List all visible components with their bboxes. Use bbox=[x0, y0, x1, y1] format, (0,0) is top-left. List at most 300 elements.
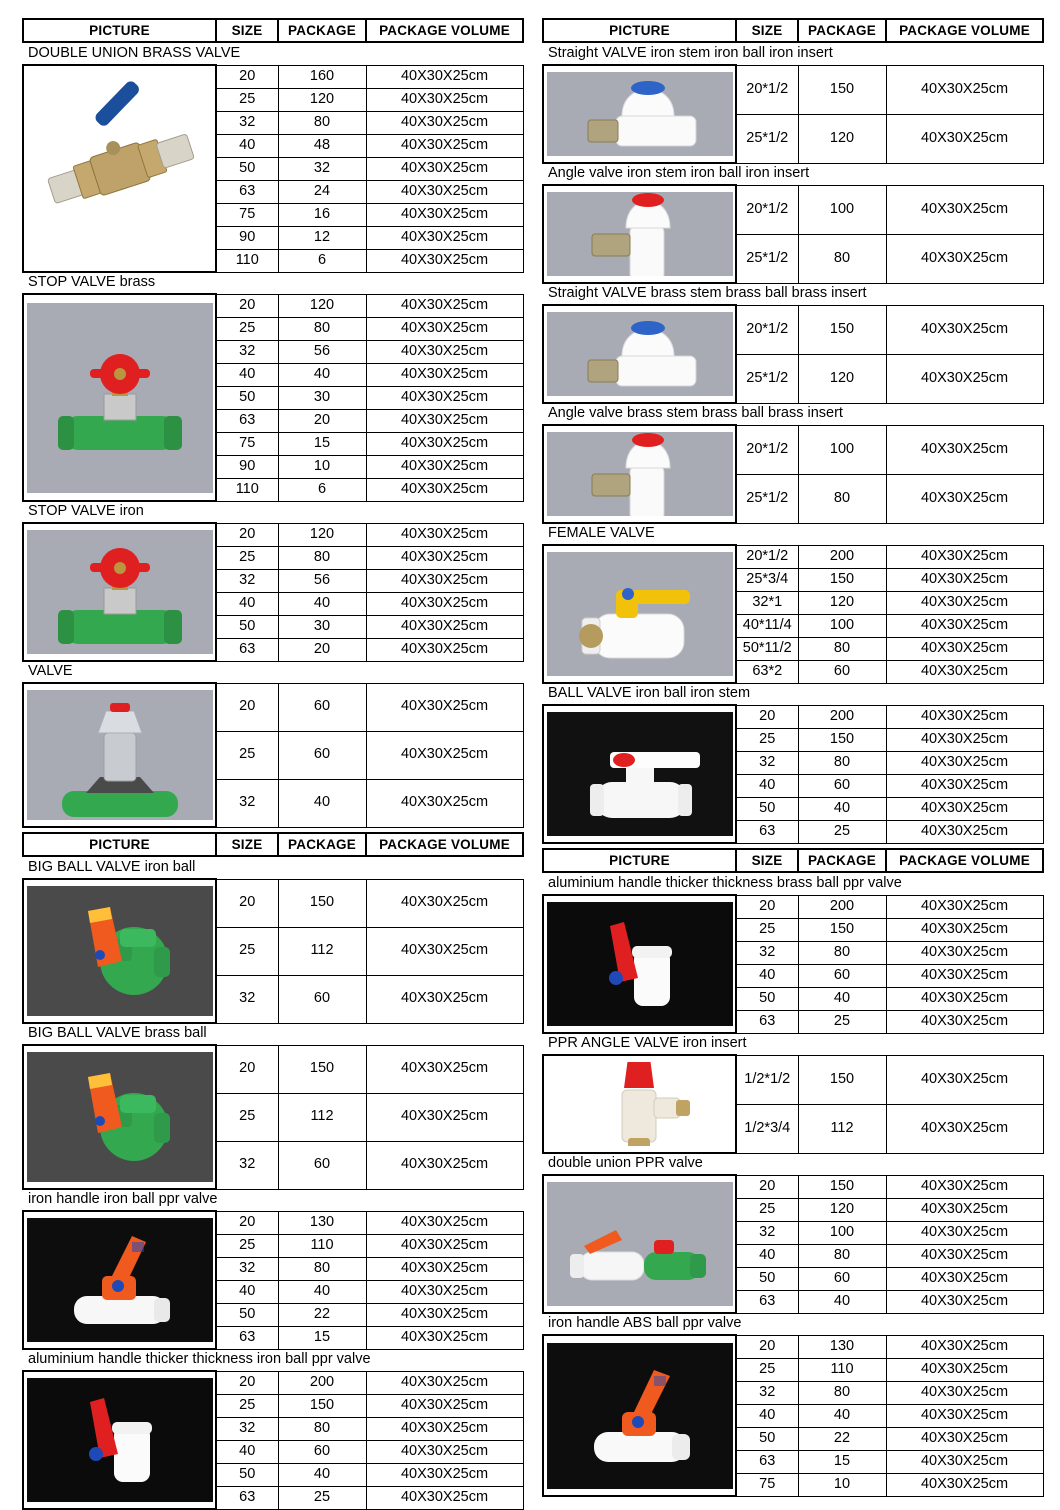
product-table bbox=[542, 64, 1044, 164]
product-section bbox=[542, 284, 1042, 404]
cell-package-volume: 40X30X25cm bbox=[366, 1371, 523, 1394]
product-table bbox=[542, 894, 1044, 1034]
cell-package-volume: 40X30X25cm bbox=[886, 1244, 1043, 1267]
cell-size: 25 bbox=[216, 1234, 278, 1257]
cell-package: 25 bbox=[798, 1010, 886, 1033]
cell-package: 120 bbox=[278, 523, 366, 546]
product-table bbox=[22, 682, 524, 828]
cell-size: 25 bbox=[736, 1198, 798, 1221]
cell-size: 90 bbox=[216, 226, 278, 249]
iron-handle-abs-ball-ppr-valve-photo bbox=[546, 1338, 733, 1493]
cell-size: 32 bbox=[736, 941, 798, 964]
cell-package: 80 bbox=[278, 546, 366, 569]
cell-package: 120 bbox=[278, 88, 366, 111]
cell-size: 32 bbox=[216, 975, 278, 1023]
section-caption: iron handle iron ball ppr valve bbox=[28, 1191, 218, 1207]
table-row bbox=[543, 185, 1043, 234]
cell-package: 80 bbox=[798, 751, 886, 774]
cell-package-volume: 40X30X25cm bbox=[366, 203, 523, 226]
cell-size: 25*3/4 bbox=[736, 568, 798, 591]
cell-package: 200 bbox=[798, 545, 886, 568]
header-picture: PICTURE bbox=[543, 849, 736, 872]
cell-size: 40 bbox=[736, 1404, 798, 1427]
cell-package: 120 bbox=[798, 591, 886, 614]
cell-package-volume: 40X30X25cm bbox=[886, 1473, 1043, 1496]
cell-size: 63 bbox=[736, 1010, 798, 1033]
cell-package-volume: 40X30X25cm bbox=[366, 1257, 523, 1280]
section-caption: double union PPR valve bbox=[548, 1155, 703, 1171]
product-table bbox=[22, 293, 524, 502]
cell-size: 20 bbox=[216, 683, 278, 731]
cell-package-volume: 40X30X25cm bbox=[366, 340, 523, 363]
cell-package: 80 bbox=[278, 111, 366, 134]
header-package-volume: PACKAGE VOLUME bbox=[886, 19, 1043, 42]
cell-size: 20 bbox=[216, 1045, 278, 1093]
cell-package-volume: 40X30X25cm bbox=[886, 591, 1043, 614]
cell-package-volume: 40X30X25cm bbox=[886, 1198, 1043, 1221]
cell-size: 50 bbox=[736, 1427, 798, 1450]
cell-package-volume: 40X30X25cm bbox=[886, 425, 1043, 474]
cell-size: 40 bbox=[216, 134, 278, 157]
table-row bbox=[543, 895, 1043, 918]
cell-package-volume: 40X30X25cm bbox=[886, 614, 1043, 637]
cell-package-volume: 40X30X25cm bbox=[366, 879, 523, 927]
cell-package: 60 bbox=[278, 975, 366, 1023]
cell-package: 200 bbox=[278, 1371, 366, 1394]
cell-size: 25*1/2 bbox=[736, 114, 798, 163]
header-size: SIZE bbox=[216, 19, 278, 42]
cell-package-volume: 40X30X25cm bbox=[886, 234, 1043, 283]
cell-package-volume: 40X30X25cm bbox=[366, 1280, 523, 1303]
cell-package-volume: 40X30X25cm bbox=[366, 363, 523, 386]
cell-package: 120 bbox=[798, 1198, 886, 1221]
cell-package-volume: 40X30X25cm bbox=[366, 927, 523, 975]
cell-package: 56 bbox=[278, 569, 366, 592]
header-size: SIZE bbox=[736, 849, 798, 872]
cell-size: 32 bbox=[216, 569, 278, 592]
angle-valve-brass-photo bbox=[546, 428, 733, 520]
product-table bbox=[542, 304, 1044, 404]
section-caption: DOUBLE UNION BRASS VALVE bbox=[28, 45, 241, 61]
cell-size: 63 bbox=[216, 1486, 278, 1509]
cell-package: 12 bbox=[278, 226, 366, 249]
cell-package-volume: 40X30X25cm bbox=[366, 638, 523, 661]
product-table bbox=[22, 1370, 524, 1510]
cell-package-volume: 40X30X25cm bbox=[366, 1440, 523, 1463]
product-image-cell bbox=[23, 879, 216, 1023]
cell-package: 60 bbox=[278, 683, 366, 731]
cell-package: 40 bbox=[278, 363, 366, 386]
table-header-row bbox=[542, 18, 1044, 43]
cell-size: 20 bbox=[736, 1335, 798, 1358]
cell-package-volume: 40X30X25cm bbox=[886, 114, 1043, 163]
cell-size: 25*1/2 bbox=[736, 474, 798, 523]
product-image-cell bbox=[543, 425, 736, 523]
cell-package-volume: 40X30X25cm bbox=[886, 1104, 1043, 1153]
cell-package: 30 bbox=[278, 386, 366, 409]
cell-package: 22 bbox=[798, 1427, 886, 1450]
product-image-cell bbox=[543, 705, 736, 843]
cell-size: 63 bbox=[216, 638, 278, 661]
section-caption: aluminium handle thicker thickness iron ball ppr valve bbox=[28, 1351, 371, 1367]
cell-size: 25 bbox=[216, 731, 278, 779]
cell-size: 25 bbox=[736, 918, 798, 941]
product-section bbox=[542, 684, 1042, 844]
aluminium-handle-iron-ball-ppr-valve-photo bbox=[26, 1374, 213, 1506]
cell-package-volume: 40X30X25cm bbox=[366, 294, 523, 317]
cell-package: 160 bbox=[278, 65, 366, 88]
cell-package-volume: 40X30X25cm bbox=[366, 975, 523, 1023]
cell-package-volume: 40X30X25cm bbox=[366, 226, 523, 249]
table-row bbox=[543, 545, 1043, 568]
cell-size: 110 bbox=[216, 478, 278, 501]
table-header-row bbox=[22, 832, 524, 857]
cell-package-volume: 40X30X25cm bbox=[886, 705, 1043, 728]
cell-package: 200 bbox=[798, 705, 886, 728]
cell-package: 40 bbox=[798, 797, 886, 820]
cell-size: 20*1/2 bbox=[736, 305, 798, 354]
product-image-cell bbox=[23, 1045, 216, 1189]
header-package-volume: PACKAGE VOLUME bbox=[366, 19, 523, 42]
stop-valve-iron-photo bbox=[26, 526, 213, 658]
cell-package: 150 bbox=[798, 305, 886, 354]
product-table bbox=[542, 184, 1044, 284]
cell-package-volume: 40X30X25cm bbox=[366, 409, 523, 432]
product-image-cell bbox=[543, 895, 736, 1033]
cell-size: 50 bbox=[736, 1267, 798, 1290]
cell-package-volume: 40X30X25cm bbox=[366, 1394, 523, 1417]
product-section bbox=[542, 164, 1042, 284]
cell-size: 20 bbox=[736, 705, 798, 728]
cell-package: 25 bbox=[278, 1486, 366, 1509]
cell-package-volume: 40X30X25cm bbox=[366, 432, 523, 455]
cell-package-volume: 40X30X25cm bbox=[366, 157, 523, 180]
cell-package-volume: 40X30X25cm bbox=[886, 1358, 1043, 1381]
header-package: PACKAGE bbox=[798, 19, 886, 42]
cell-package: 80 bbox=[798, 637, 886, 660]
cell-package: 110 bbox=[278, 1234, 366, 1257]
cell-size: 25*1/2 bbox=[736, 354, 798, 403]
cell-package: 20 bbox=[278, 409, 366, 432]
cell-size: 25 bbox=[736, 1358, 798, 1381]
product-section bbox=[542, 404, 1042, 524]
cell-package: 40 bbox=[278, 592, 366, 615]
cell-package: 80 bbox=[798, 941, 886, 964]
product-table bbox=[22, 878, 524, 1024]
cell-package-volume: 40X30X25cm bbox=[886, 545, 1043, 568]
cell-package: 80 bbox=[798, 1381, 886, 1404]
cell-package-volume: 40X30X25cm bbox=[886, 751, 1043, 774]
cell-size: 63 bbox=[736, 820, 798, 843]
cell-package: 120 bbox=[798, 354, 886, 403]
section-caption: VALVE bbox=[28, 663, 73, 679]
cell-package: 100 bbox=[798, 614, 886, 637]
cell-size: 32 bbox=[736, 1381, 798, 1404]
cell-package: 10 bbox=[278, 455, 366, 478]
cell-package-volume: 40X30X25cm bbox=[366, 455, 523, 478]
cell-package-volume: 40X30X25cm bbox=[886, 987, 1043, 1010]
cell-package-volume: 40X30X25cm bbox=[886, 1267, 1043, 1290]
product-image-cell bbox=[23, 65, 216, 272]
cell-package-volume: 40X30X25cm bbox=[366, 592, 523, 615]
cell-size: 32 bbox=[216, 1257, 278, 1280]
cell-package: 40 bbox=[798, 1290, 886, 1313]
cell-package-volume: 40X30X25cm bbox=[366, 1045, 523, 1093]
product-table bbox=[22, 522, 524, 662]
cell-package-volume: 40X30X25cm bbox=[886, 797, 1043, 820]
product-section bbox=[22, 273, 522, 502]
cell-size: 75 bbox=[216, 203, 278, 226]
cell-package: 15 bbox=[798, 1450, 886, 1473]
cell-package: 80 bbox=[278, 1417, 366, 1440]
cell-package: 16 bbox=[278, 203, 366, 226]
cell-package-volume: 40X30X25cm bbox=[366, 1463, 523, 1486]
table-row bbox=[23, 1045, 523, 1093]
product-image-cell bbox=[543, 545, 736, 683]
cell-size: 20*1/2 bbox=[736, 185, 798, 234]
cell-package-volume: 40X30X25cm bbox=[886, 941, 1043, 964]
cell-package-volume: 40X30X25cm bbox=[366, 569, 523, 592]
section-caption: Straight VALVE brass stem brass ball brass insert bbox=[548, 285, 867, 301]
cell-size: 1/2*1/2 bbox=[736, 1055, 798, 1104]
cell-size: 25 bbox=[216, 546, 278, 569]
cell-package-volume: 40X30X25cm bbox=[366, 317, 523, 340]
product-section bbox=[542, 524, 1042, 684]
cell-size: 32 bbox=[216, 1141, 278, 1189]
cell-size: 50 bbox=[216, 615, 278, 638]
cell-package-volume: 40X30X25cm bbox=[366, 615, 523, 638]
product-section bbox=[542, 1154, 1042, 1314]
product-image-cell bbox=[543, 185, 736, 283]
cell-package-volume: 40X30X25cm bbox=[366, 134, 523, 157]
cell-package: 150 bbox=[798, 568, 886, 591]
header-package: PACKAGE bbox=[278, 833, 366, 856]
cell-package: 130 bbox=[278, 1211, 366, 1234]
section-caption: Angle valve brass stem brass ball brass insert bbox=[548, 405, 843, 421]
cell-package-volume: 40X30X25cm bbox=[886, 774, 1043, 797]
cell-package: 60 bbox=[278, 1141, 366, 1189]
product-section bbox=[22, 44, 522, 273]
section-caption: Straight VALVE iron stem iron ball iron insert bbox=[548, 45, 833, 61]
cell-package-volume: 40X30X25cm bbox=[366, 1326, 523, 1349]
cell-size: 63 bbox=[736, 1290, 798, 1313]
cell-size: 32 bbox=[216, 1417, 278, 1440]
cell-package: 48 bbox=[278, 134, 366, 157]
cell-size: 50 bbox=[216, 386, 278, 409]
product-section bbox=[22, 1190, 522, 1350]
cell-package: 150 bbox=[798, 65, 886, 114]
cell-package: 150 bbox=[798, 1175, 886, 1198]
cell-size: 32*1 bbox=[736, 591, 798, 614]
cell-package: 150 bbox=[798, 728, 886, 751]
cell-size: 50 bbox=[216, 157, 278, 180]
product-table bbox=[542, 1334, 1044, 1497]
left-column bbox=[22, 18, 522, 1510]
cell-size: 50 bbox=[736, 797, 798, 820]
cell-package-volume: 40X30X25cm bbox=[886, 964, 1043, 987]
cell-package: 112 bbox=[278, 1093, 366, 1141]
cell-package-volume: 40X30X25cm bbox=[886, 637, 1043, 660]
cell-package-volume: 40X30X25cm bbox=[366, 386, 523, 409]
cell-size: 63*2 bbox=[736, 660, 798, 683]
cell-package-volume: 40X30X25cm bbox=[886, 1290, 1043, 1313]
straight-valve-iron-photo bbox=[546, 68, 733, 160]
big-ball-valve-brass-ball-photo bbox=[26, 1048, 213, 1186]
product-table bbox=[542, 544, 1044, 684]
header-package: PACKAGE bbox=[278, 19, 366, 42]
cell-package: 30 bbox=[278, 615, 366, 638]
cell-size: 25 bbox=[216, 927, 278, 975]
product-table bbox=[542, 1054, 1044, 1154]
product-section bbox=[22, 1350, 522, 1510]
product-section bbox=[22, 1024, 522, 1190]
table-row bbox=[543, 1175, 1043, 1198]
cell-package: 80 bbox=[278, 1257, 366, 1280]
cell-package: 60 bbox=[798, 774, 886, 797]
cell-package: 15 bbox=[278, 1326, 366, 1349]
table-row bbox=[543, 1055, 1043, 1104]
cell-size: 32 bbox=[736, 751, 798, 774]
cell-package: 120 bbox=[798, 114, 886, 163]
table-row bbox=[543, 65, 1043, 114]
cell-package: 80 bbox=[798, 1244, 886, 1267]
table-header-row bbox=[22, 18, 524, 43]
product-table bbox=[542, 424, 1044, 524]
cell-package-volume: 40X30X25cm bbox=[366, 1234, 523, 1257]
cell-size: 40 bbox=[736, 774, 798, 797]
cell-size: 40 bbox=[216, 1280, 278, 1303]
right-column bbox=[542, 18, 1042, 1510]
cell-package: 100 bbox=[798, 1221, 886, 1244]
table-row bbox=[543, 1335, 1043, 1358]
table-row bbox=[23, 879, 523, 927]
cell-package: 100 bbox=[798, 425, 886, 474]
cell-package: 24 bbox=[278, 180, 366, 203]
table-row bbox=[23, 294, 523, 317]
cell-size: 32 bbox=[216, 111, 278, 134]
header-package-volume: PACKAGE VOLUME bbox=[366, 833, 523, 856]
cell-size: 40*11/4 bbox=[736, 614, 798, 637]
section-caption: FEMALE VALVE bbox=[548, 525, 655, 541]
header-package-volume: PACKAGE VOLUME bbox=[886, 849, 1043, 872]
cell-size: 25 bbox=[216, 1394, 278, 1417]
table-row bbox=[23, 523, 523, 546]
cell-size: 1/2*3/4 bbox=[736, 1104, 798, 1153]
product-section bbox=[542, 44, 1042, 164]
double-union-ppr-valve-photo bbox=[546, 1178, 733, 1310]
cell-package: 60 bbox=[798, 660, 886, 683]
table-row bbox=[543, 425, 1043, 474]
cell-package: 40 bbox=[798, 1404, 886, 1427]
product-image-cell bbox=[23, 1211, 216, 1349]
cell-package: 80 bbox=[798, 234, 886, 283]
cell-package-volume: 40X30X25cm bbox=[886, 474, 1043, 523]
cell-package-volume: 40X30X25cm bbox=[886, 728, 1043, 751]
stop-valve-brass-photo bbox=[26, 297, 213, 498]
cell-size: 50 bbox=[736, 987, 798, 1010]
cell-package-volume: 40X30X25cm bbox=[366, 683, 523, 731]
cell-size: 25 bbox=[216, 317, 278, 340]
section-caption: STOP VALVE iron bbox=[28, 503, 144, 519]
product-table bbox=[22, 64, 524, 273]
cell-package: 40 bbox=[278, 1280, 366, 1303]
cell-package-volume: 40X30X25cm bbox=[366, 1417, 523, 1440]
header-size: SIZE bbox=[216, 833, 278, 856]
cell-size: 75 bbox=[736, 1473, 798, 1496]
product-table bbox=[22, 1210, 524, 1350]
header-picture: PICTURE bbox=[543, 19, 736, 42]
cell-package-volume: 40X30X25cm bbox=[886, 185, 1043, 234]
table-header-row bbox=[542, 848, 1044, 873]
product-section bbox=[22, 858, 522, 1024]
cell-package-volume: 40X30X25cm bbox=[366, 546, 523, 569]
header-picture: PICTURE bbox=[23, 19, 216, 42]
cell-package-volume: 40X30X25cm bbox=[886, 1221, 1043, 1244]
cell-package: 32 bbox=[278, 157, 366, 180]
cell-package-volume: 40X30X25cm bbox=[886, 65, 1043, 114]
section-caption: Angle valve iron stem iron ball iron insert bbox=[548, 165, 810, 181]
product-image-cell bbox=[23, 1371, 216, 1509]
product-image-cell bbox=[543, 1175, 736, 1313]
cell-package: 150 bbox=[278, 1394, 366, 1417]
product-image-cell bbox=[23, 294, 216, 501]
cell-package-volume: 40X30X25cm bbox=[366, 779, 523, 827]
cell-size: 25 bbox=[216, 1093, 278, 1141]
cell-package: 100 bbox=[798, 185, 886, 234]
cell-size: 32 bbox=[736, 1221, 798, 1244]
cell-size: 20 bbox=[216, 1371, 278, 1394]
cell-package: 130 bbox=[798, 1335, 886, 1358]
cell-size: 32 bbox=[216, 340, 278, 363]
cell-package-volume: 40X30X25cm bbox=[886, 1055, 1043, 1104]
product-image-cell bbox=[543, 1055, 736, 1153]
header-size: SIZE bbox=[736, 19, 798, 42]
header-picture: PICTURE bbox=[23, 833, 216, 856]
cell-package-volume: 40X30X25cm bbox=[886, 1450, 1043, 1473]
cell-size: 63 bbox=[216, 1326, 278, 1349]
cell-size: 32 bbox=[216, 779, 278, 827]
cell-size: 20 bbox=[736, 895, 798, 918]
cell-package: 15 bbox=[278, 432, 366, 455]
cell-package-volume: 40X30X25cm bbox=[366, 1211, 523, 1234]
section-caption: iron handle ABS ball ppr valve bbox=[548, 1315, 742, 1331]
cell-size: 75 bbox=[216, 432, 278, 455]
cell-package: 40 bbox=[278, 1463, 366, 1486]
section-caption: PPR ANGLE VALVE iron insert bbox=[548, 1035, 747, 1051]
product-table bbox=[22, 1044, 524, 1190]
cell-size: 40 bbox=[216, 592, 278, 615]
straight-valve-brass-photo bbox=[546, 308, 733, 400]
cell-package: 200 bbox=[798, 895, 886, 918]
cell-size: 20 bbox=[216, 65, 278, 88]
cell-package-volume: 40X30X25cm bbox=[886, 1381, 1043, 1404]
table-row bbox=[543, 305, 1043, 354]
cell-package: 40 bbox=[278, 779, 366, 827]
table-row bbox=[543, 705, 1043, 728]
angle-valve-iron-photo bbox=[546, 188, 733, 280]
cell-package-volume: 40X30X25cm bbox=[366, 111, 523, 134]
cell-package-volume: 40X30X25cm bbox=[366, 1486, 523, 1509]
cell-size: 25 bbox=[216, 88, 278, 111]
product-section bbox=[22, 502, 522, 662]
table-row bbox=[23, 1211, 523, 1234]
cell-size: 25 bbox=[736, 728, 798, 751]
cell-size: 50 bbox=[216, 1303, 278, 1326]
product-section bbox=[542, 874, 1042, 1034]
product-table bbox=[542, 704, 1044, 844]
table-row bbox=[23, 1371, 523, 1394]
cell-size: 20 bbox=[216, 879, 278, 927]
